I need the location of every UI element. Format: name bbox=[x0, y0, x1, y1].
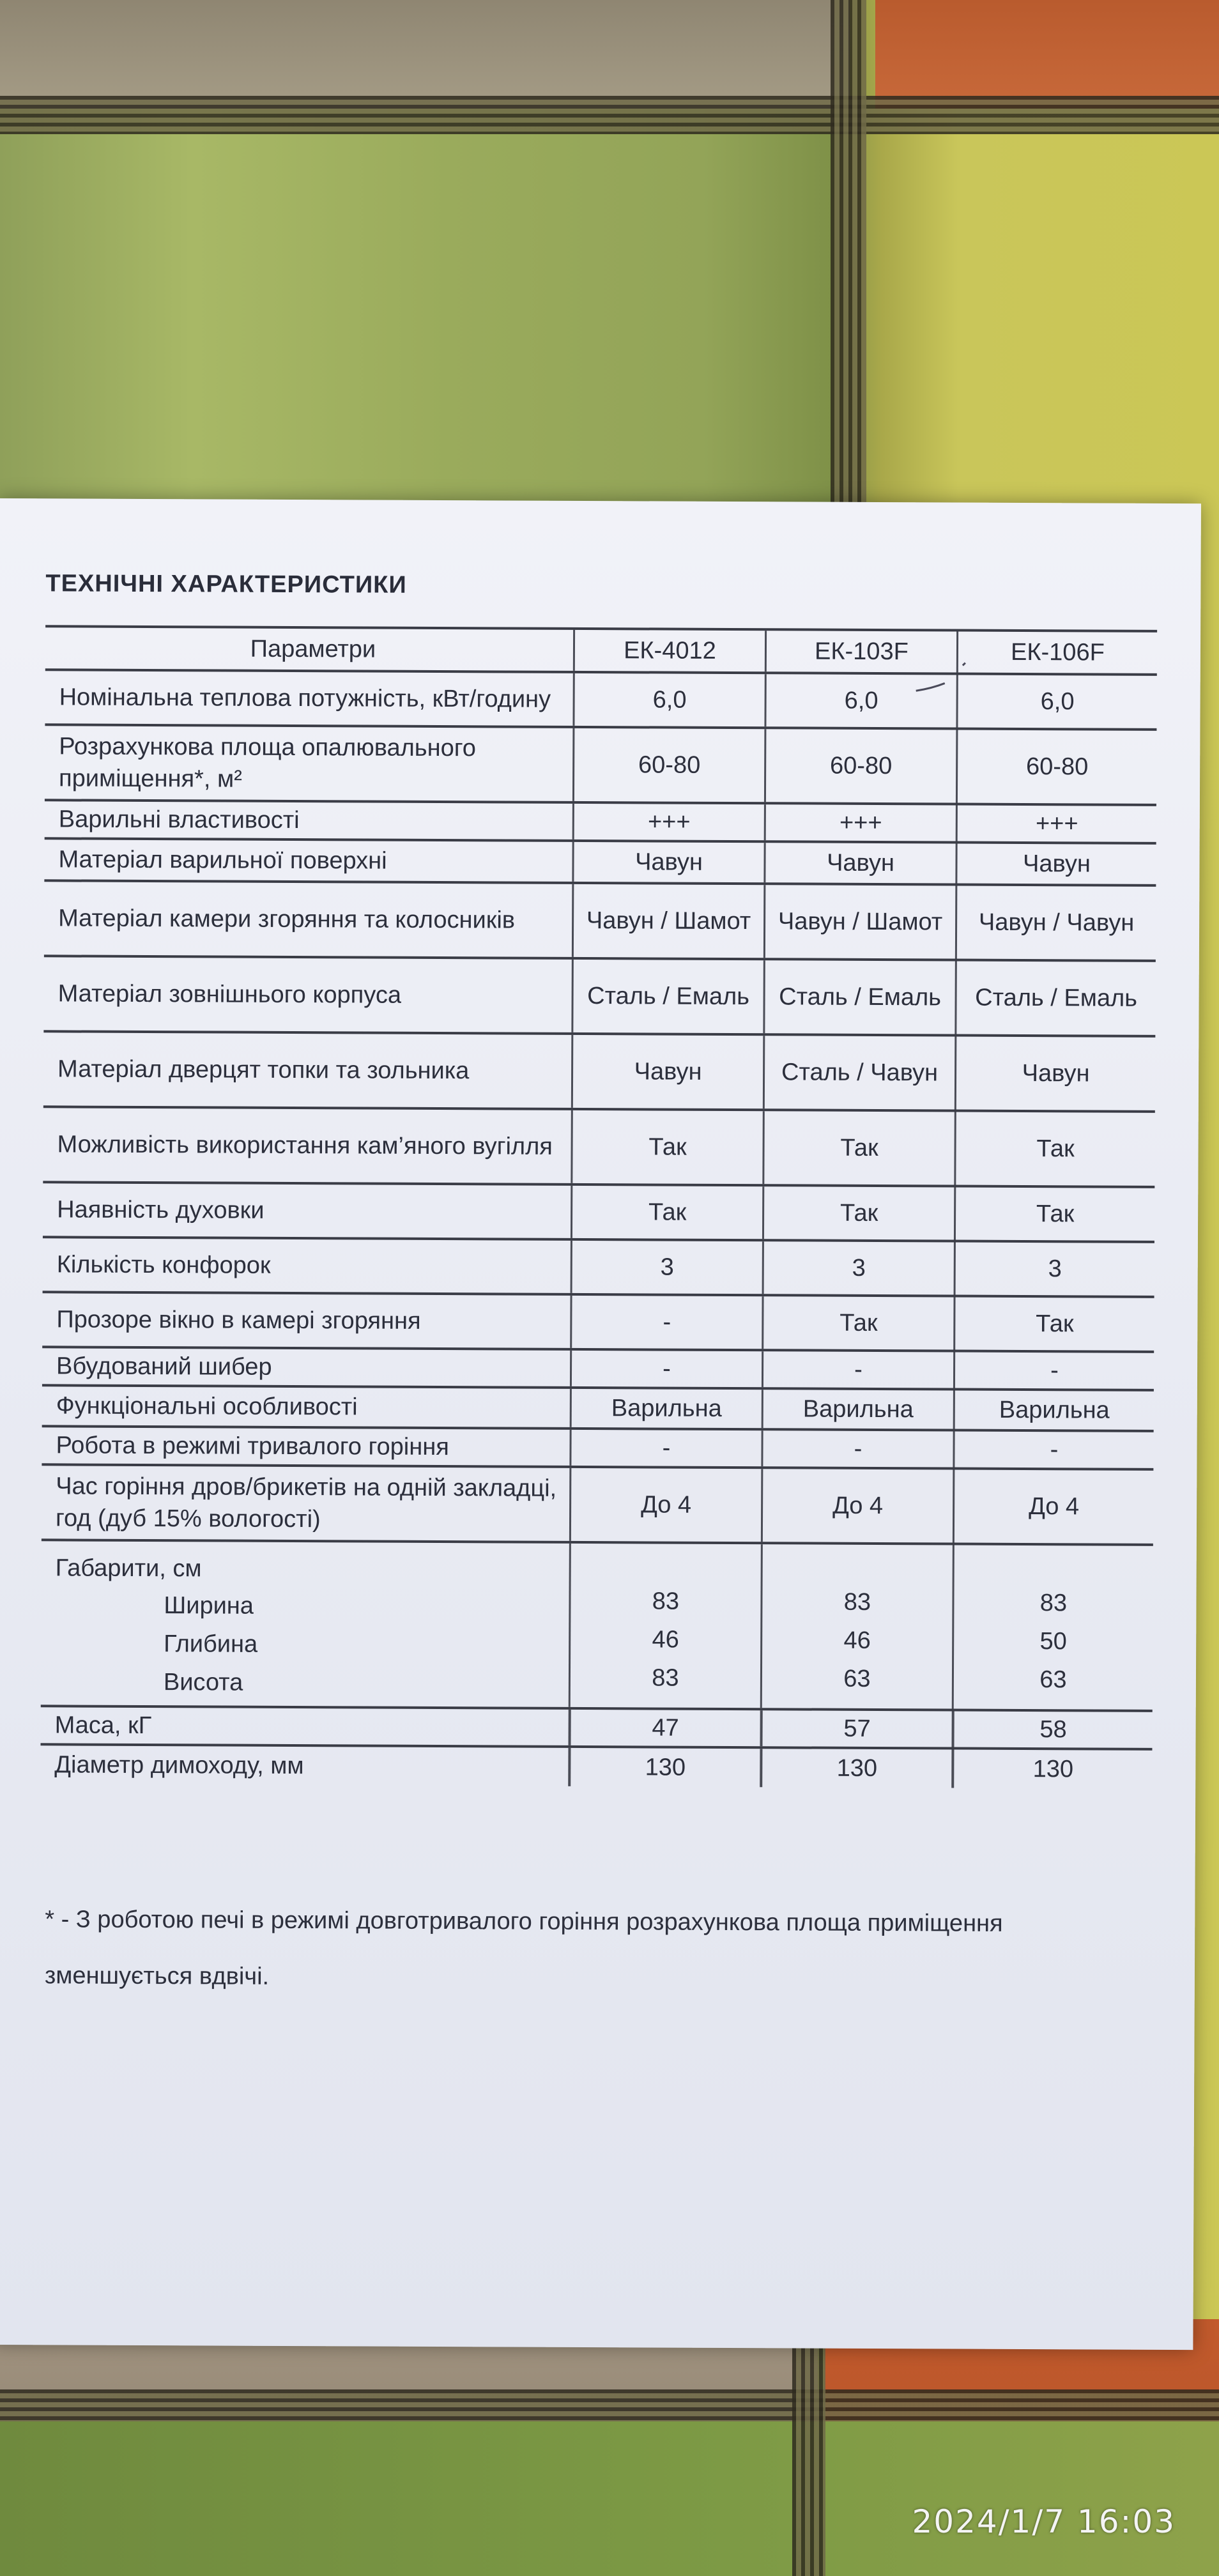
table-row bbox=[45, 726, 1156, 806]
param-label: Прозоре вікно в камері згоряння bbox=[56, 1306, 421, 1335]
value-cell: До 4 bbox=[569, 1468, 761, 1542]
cloth-stripe bbox=[792, 2326, 825, 2576]
value-cell: Сталь / Емаль bbox=[954, 962, 1155, 1035]
value-cell: Чавун / Шамот bbox=[572, 884, 763, 958]
width-value: 83 bbox=[1039, 1590, 1068, 1617]
value-cell: Так bbox=[953, 1298, 1154, 1351]
value-cell: Чавун / Чавун bbox=[955, 886, 1156, 960]
value-cell: 130 bbox=[760, 1749, 951, 1788]
depth-value: 46 bbox=[652, 1626, 679, 1653]
value-cell: Так bbox=[762, 1186, 954, 1239]
table-row bbox=[43, 1032, 1155, 1113]
value-cell: Так bbox=[762, 1296, 953, 1349]
dimensions-values bbox=[569, 1544, 761, 1708]
value-cell: 3 bbox=[954, 1243, 1154, 1296]
cloth-patch bbox=[875, 0, 1219, 109]
value-cell: 130 bbox=[568, 1748, 760, 1787]
value-cell: 60-80 bbox=[764, 729, 956, 802]
param-label: Матеріал дверцят топки та зольника bbox=[57, 1055, 470, 1085]
param-label: Розрахункова площа опалювального приміщення*, м² bbox=[58, 733, 477, 793]
param-label: Діаметр димоходу, мм bbox=[54, 1751, 304, 1780]
value-cell: Сталь / Емаль bbox=[763, 960, 954, 1034]
depth-value: 50 bbox=[1039, 1628, 1067, 1655]
value-cell: - bbox=[762, 1351, 953, 1388]
param-label: Наявність духовки bbox=[57, 1196, 264, 1224]
table-row bbox=[42, 1427, 1153, 1471]
value-cell: 60-80 bbox=[572, 728, 764, 802]
table-row bbox=[43, 1183, 1154, 1243]
dimensions-values bbox=[952, 1545, 1153, 1710]
height-label: Висота bbox=[163, 1669, 243, 1696]
table-row bbox=[42, 1293, 1154, 1353]
value-cell: Так bbox=[954, 1112, 1154, 1186]
footnote: * - З роботою печі в режимі довготривалого горіння розрахункова площа приміщення зменшується вдвічі. bbox=[44, 1906, 1003, 1990]
value-cell: Так bbox=[954, 1188, 1154, 1241]
table-row bbox=[45, 671, 1156, 731]
dimensions-label: Габарити, см bbox=[55, 1554, 202, 1583]
value-cell: +++ bbox=[956, 806, 1156, 842]
cloth-stripe bbox=[831, 0, 866, 511]
dimensions-values bbox=[760, 1544, 953, 1708]
value-cell: Сталь / Чавун bbox=[763, 1036, 954, 1109]
value-cell: 47 bbox=[568, 1710, 760, 1746]
header-cell: ЕК-103F bbox=[765, 631, 956, 672]
value-cell: +++ bbox=[764, 804, 956, 841]
value-cell: Чавун bbox=[571, 1035, 763, 1108]
table-row bbox=[42, 1466, 1153, 1546]
dimensions-row bbox=[41, 1541, 1153, 1712]
dimensions-labels bbox=[41, 1541, 569, 1707]
param-label: Матеріал варильної поверхні bbox=[58, 846, 387, 875]
value-cell: Так bbox=[571, 1110, 762, 1184]
photo-timestamp: 2024/1/7 16:03 bbox=[912, 2503, 1176, 2540]
height-value: 63 bbox=[1039, 1666, 1067, 1694]
cloth-patch bbox=[0, 2421, 1219, 2576]
value-cell: - bbox=[953, 1432, 1153, 1468]
value-cell: До 4 bbox=[761, 1469, 953, 1542]
table-header-row bbox=[45, 625, 1157, 676]
height-value: 63 bbox=[843, 1665, 871, 1692]
param-label: Маса, кГ bbox=[54, 1712, 152, 1739]
value-cell: - bbox=[570, 1351, 762, 1387]
value-cell: Варильна bbox=[570, 1389, 762, 1428]
value-cell: 6,0 bbox=[572, 673, 764, 726]
cloth-patch bbox=[0, 0, 850, 109]
param-label: Номінальна теплова потужність, кВт/годину bbox=[59, 684, 551, 713]
header-cell: Параметри bbox=[250, 635, 376, 663]
param-label: Кількість конфорок bbox=[56, 1251, 271, 1279]
value-cell: Так bbox=[571, 1186, 762, 1239]
param-label: Матеріал зовнішнього корпуса bbox=[57, 980, 402, 1009]
table-row bbox=[43, 1238, 1154, 1298]
value-cell: До 4 bbox=[953, 1470, 1153, 1544]
document-title: ТЕХНІЧНІ ХАРАКТЕРИСТИКИ bbox=[45, 570, 407, 599]
value-cell: 6,0 bbox=[764, 674, 956, 727]
value-cell: Варильна bbox=[953, 1391, 1154, 1430]
table-row bbox=[44, 839, 1156, 887]
value-cell: +++ bbox=[572, 804, 764, 840]
spec-sheet bbox=[0, 498, 1201, 2350]
header-cell: ЕК-106F bbox=[956, 632, 1157, 673]
value-cell: Сталь / Емаль bbox=[571, 960, 763, 1033]
param-label: Робота в режимі тривалого горіння bbox=[56, 1432, 449, 1461]
value-cell: Чавун / Шамот bbox=[763, 885, 955, 958]
value-cell: Чавун bbox=[572, 842, 763, 882]
table-row bbox=[45, 801, 1156, 845]
table-row bbox=[43, 957, 1155, 1038]
width-label: Ширина bbox=[164, 1592, 254, 1620]
height-value: 83 bbox=[652, 1664, 679, 1692]
value-cell: Чавун bbox=[955, 844, 1156, 884]
param-label: Вбудований шибер bbox=[56, 1353, 272, 1381]
value-cell: Чавун bbox=[763, 843, 955, 883]
value-cell: - bbox=[570, 1296, 762, 1349]
mass-row bbox=[40, 1707, 1152, 1751]
table-row bbox=[42, 1348, 1154, 1392]
specs-table bbox=[40, 625, 1157, 1789]
table-row bbox=[43, 1108, 1154, 1188]
pen-mark bbox=[913, 660, 970, 702]
value-cell: 57 bbox=[760, 1710, 951, 1747]
value-cell: Чавун bbox=[954, 1037, 1155, 1110]
value-cell: 3 bbox=[571, 1241, 762, 1294]
value-cell: 6,0 bbox=[956, 675, 1156, 728]
width-value: 83 bbox=[843, 1588, 871, 1616]
depth-value: 46 bbox=[843, 1627, 871, 1654]
value-cell: 130 bbox=[951, 1750, 1152, 1789]
table-row bbox=[44, 882, 1156, 962]
param-label: Матеріал камери згоряння та колосників bbox=[58, 905, 516, 934]
chimney-row bbox=[40, 1745, 1152, 1789]
cloth-stripe bbox=[0, 96, 1219, 134]
value-cell: 3 bbox=[762, 1241, 954, 1294]
value-cell: - bbox=[761, 1430, 953, 1467]
width-value: 83 bbox=[652, 1588, 680, 1615]
param-label: Час горіння дров/брикетів на одній закладці, год (дуб 15% вологості) bbox=[55, 1473, 557, 1533]
param-label: Функціональні особливості bbox=[56, 1392, 358, 1421]
value-cell: Так bbox=[762, 1111, 954, 1184]
value-cell: - bbox=[953, 1353, 1154, 1389]
param-label: Варильні властивості bbox=[58, 806, 300, 834]
value-cell: 58 bbox=[951, 1712, 1152, 1748]
value-cell: Варильна bbox=[762, 1390, 953, 1429]
depth-label: Глибина bbox=[164, 1630, 258, 1658]
table-row bbox=[42, 1386, 1154, 1432]
value-cell: - bbox=[569, 1430, 761, 1466]
header-cell: ЕК-4012 bbox=[573, 630, 765, 671]
param-label: Можливість використання кам’яного вугілля bbox=[57, 1131, 553, 1160]
value-cell: 60-80 bbox=[956, 730, 1156, 804]
